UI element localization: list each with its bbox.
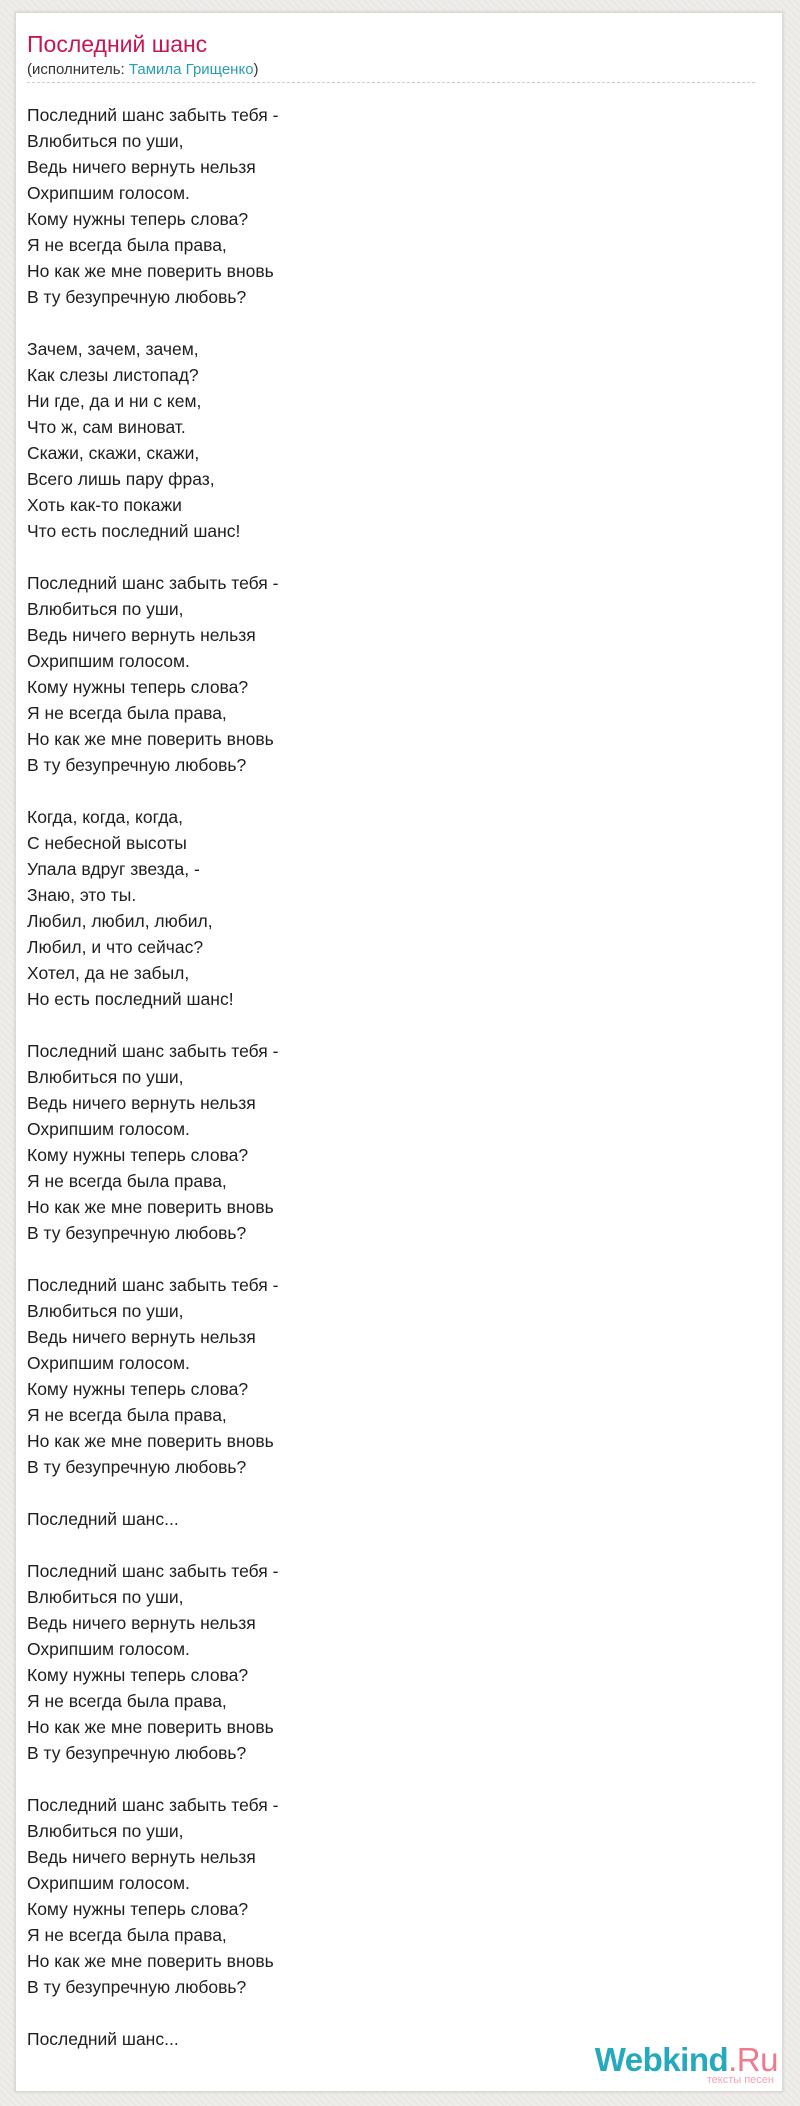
logo-ru-text: .Ru <box>728 2041 778 2078</box>
lyric-line: Влюбиться по уши, <box>27 1821 184 1841</box>
verse <box>27 1038 278 1246</box>
lyric-line: Охрипшим голосом. <box>27 1639 190 1659</box>
lyric-line: Кому нужны теперь слова? <box>27 1899 249 1919</box>
lyric-line: Охрипшим голосом. <box>27 1873 190 1893</box>
logo-main-text: Webkind <box>594 2041 729 2078</box>
lyric-line: Я не всегда была права, <box>27 1925 227 1945</box>
lyric-line: Влюбиться по уши, <box>27 1067 184 1087</box>
lyric-line: Ведь ничего вернуть нельзя <box>27 1613 256 1633</box>
verse <box>27 570 278 778</box>
lyric-line: Но как же мне поверить вновь <box>27 1951 274 1971</box>
lyric-line: В ту безупречную любовь? <box>27 1457 247 1477</box>
lyric-line: Знаю, это ты. <box>27 885 137 905</box>
lyric-line: Последний шанс забыть тебя - <box>27 573 279 593</box>
verse <box>27 1506 278 1532</box>
lyric-line: Но как же мне поверить вновь <box>27 1197 274 1217</box>
lyric-line: С небесной высоты <box>27 833 187 853</box>
lyrics-text <box>27 102 278 2078</box>
lyric-line: Зачем, зачем, зачем, <box>27 339 199 359</box>
lyric-line: Влюбиться по уши, <box>27 599 184 619</box>
lyric-line: Последний шанс... <box>27 2029 179 2049</box>
lyric-line: Ведь ничего вернуть нельзя <box>27 1847 256 1867</box>
verse <box>27 804 278 1012</box>
song-title: Последний шанс <box>27 31 208 57</box>
lyric-line: В ту безупречную любовь? <box>27 1223 247 1243</box>
verse <box>27 336 278 544</box>
lyric-line: Всего лишь пару фраз, <box>27 469 215 489</box>
lyric-line: Любил, любил, любил, <box>27 911 213 931</box>
lyric-line: Последний шанс забыть тебя - <box>27 1041 279 1061</box>
lyric-line: Упала вдруг звезда, - <box>27 859 200 879</box>
lyric-line: Что ж, сам виноват. <box>27 417 186 437</box>
lyric-line: Последний шанс забыть тебя - <box>27 105 279 125</box>
lyric-line: Кому нужны теперь слова? <box>27 677 249 697</box>
lyric-line: Что есть последний шанс! <box>27 521 241 541</box>
lyric-line: Ведь ничего вернуть нельзя <box>27 157 256 177</box>
lyric-line: Как слезы листопад? <box>27 365 199 385</box>
lyric-line: Кому нужны теперь слова? <box>27 1379 249 1399</box>
lyric-line: Ни где, да и ни с кем, <box>27 391 202 411</box>
lyric-line: Последний шанс забыть тебя - <box>27 1795 279 1815</box>
byline-suffix: ) <box>253 61 259 78</box>
byline-prefix: (исполнитель: <box>27 61 129 78</box>
lyric-line: Ведь ничего вернуть нельзя <box>27 1327 256 1347</box>
lyric-line: Но есть последний шанс! <box>27 989 234 1009</box>
logo-wordmark <box>595 2043 778 2077</box>
lyric-line: Ведь ничего вернуть нельзя <box>27 1093 256 1113</box>
verse <box>27 1792 278 2000</box>
lyric-line: В ту безупречную любовь? <box>27 1977 247 1997</box>
header-divider <box>27 82 755 83</box>
lyric-line: Но как же мне поверить вновь <box>27 261 274 281</box>
lyric-line: Хоть как-то покажи <box>27 495 182 515</box>
lyric-line: Я не всегда была права, <box>27 1691 227 1711</box>
verse <box>27 1558 278 1766</box>
lyric-line: Скажи, скажи, скажи, <box>27 443 200 463</box>
lyric-line: Любил, и что сейчас? <box>27 937 204 957</box>
verse <box>27 102 278 310</box>
lyric-line: Последний шанс забыть тебя - <box>27 1275 279 1295</box>
lyric-line: Но как же мне поверить вновь <box>27 1717 274 1737</box>
lyric-line: Охрипшим голосом. <box>27 183 190 203</box>
lyric-line: Влюбиться по уши, <box>27 1301 184 1321</box>
lyric-line: Но как же мне поверить вновь <box>27 729 274 749</box>
lyric-line: Когда, когда, когда, <box>27 807 184 827</box>
lyric-line: Влюбиться по уши, <box>27 1587 184 1607</box>
lyric-line: Ведь ничего вернуть нельзя <box>27 625 256 645</box>
lyric-line: Влюбиться по уши, <box>27 131 184 151</box>
webkind-logo <box>595 2043 778 2086</box>
verse <box>27 1272 278 1480</box>
lyric-line: В ту безупречную любовь? <box>27 755 247 775</box>
lyric-line: В ту безупречную любовь? <box>27 287 247 307</box>
lyric-line: Я не всегда была права, <box>27 703 227 723</box>
lyric-line: Кому нужны теперь слова? <box>27 1665 249 1685</box>
artist-byline <box>27 60 259 79</box>
artist-link[interactable]: Тамила Грищенко <box>128 61 254 78</box>
lyric-line: Охрипшим голосом. <box>27 1119 190 1139</box>
lyric-line: В ту безупречную любовь? <box>27 1743 247 1763</box>
lyric-line: Последний шанс забыть тебя - <box>27 1561 279 1581</box>
verse <box>27 2026 278 2052</box>
lyric-line: Я не всегда была права, <box>27 235 227 255</box>
lyric-line: Охрипшим голосом. <box>27 651 190 671</box>
lyric-line: Последний шанс... <box>27 1509 179 1529</box>
lyric-line: Кому нужны теперь слова? <box>27 1145 249 1165</box>
lyric-line: Я не всегда была права, <box>27 1405 227 1425</box>
lyric-line: Кому нужны теперь слова? <box>27 209 249 229</box>
lyric-line: Я не всегда была права, <box>27 1171 227 1191</box>
lyric-line: Охрипшим голосом. <box>27 1353 190 1373</box>
logo-tagline: тексты песен <box>706 2074 774 2086</box>
lyric-line: Хотел, да не забыл, <box>27 963 190 983</box>
lyric-line: Но как же мне поверить вновь <box>27 1431 274 1451</box>
